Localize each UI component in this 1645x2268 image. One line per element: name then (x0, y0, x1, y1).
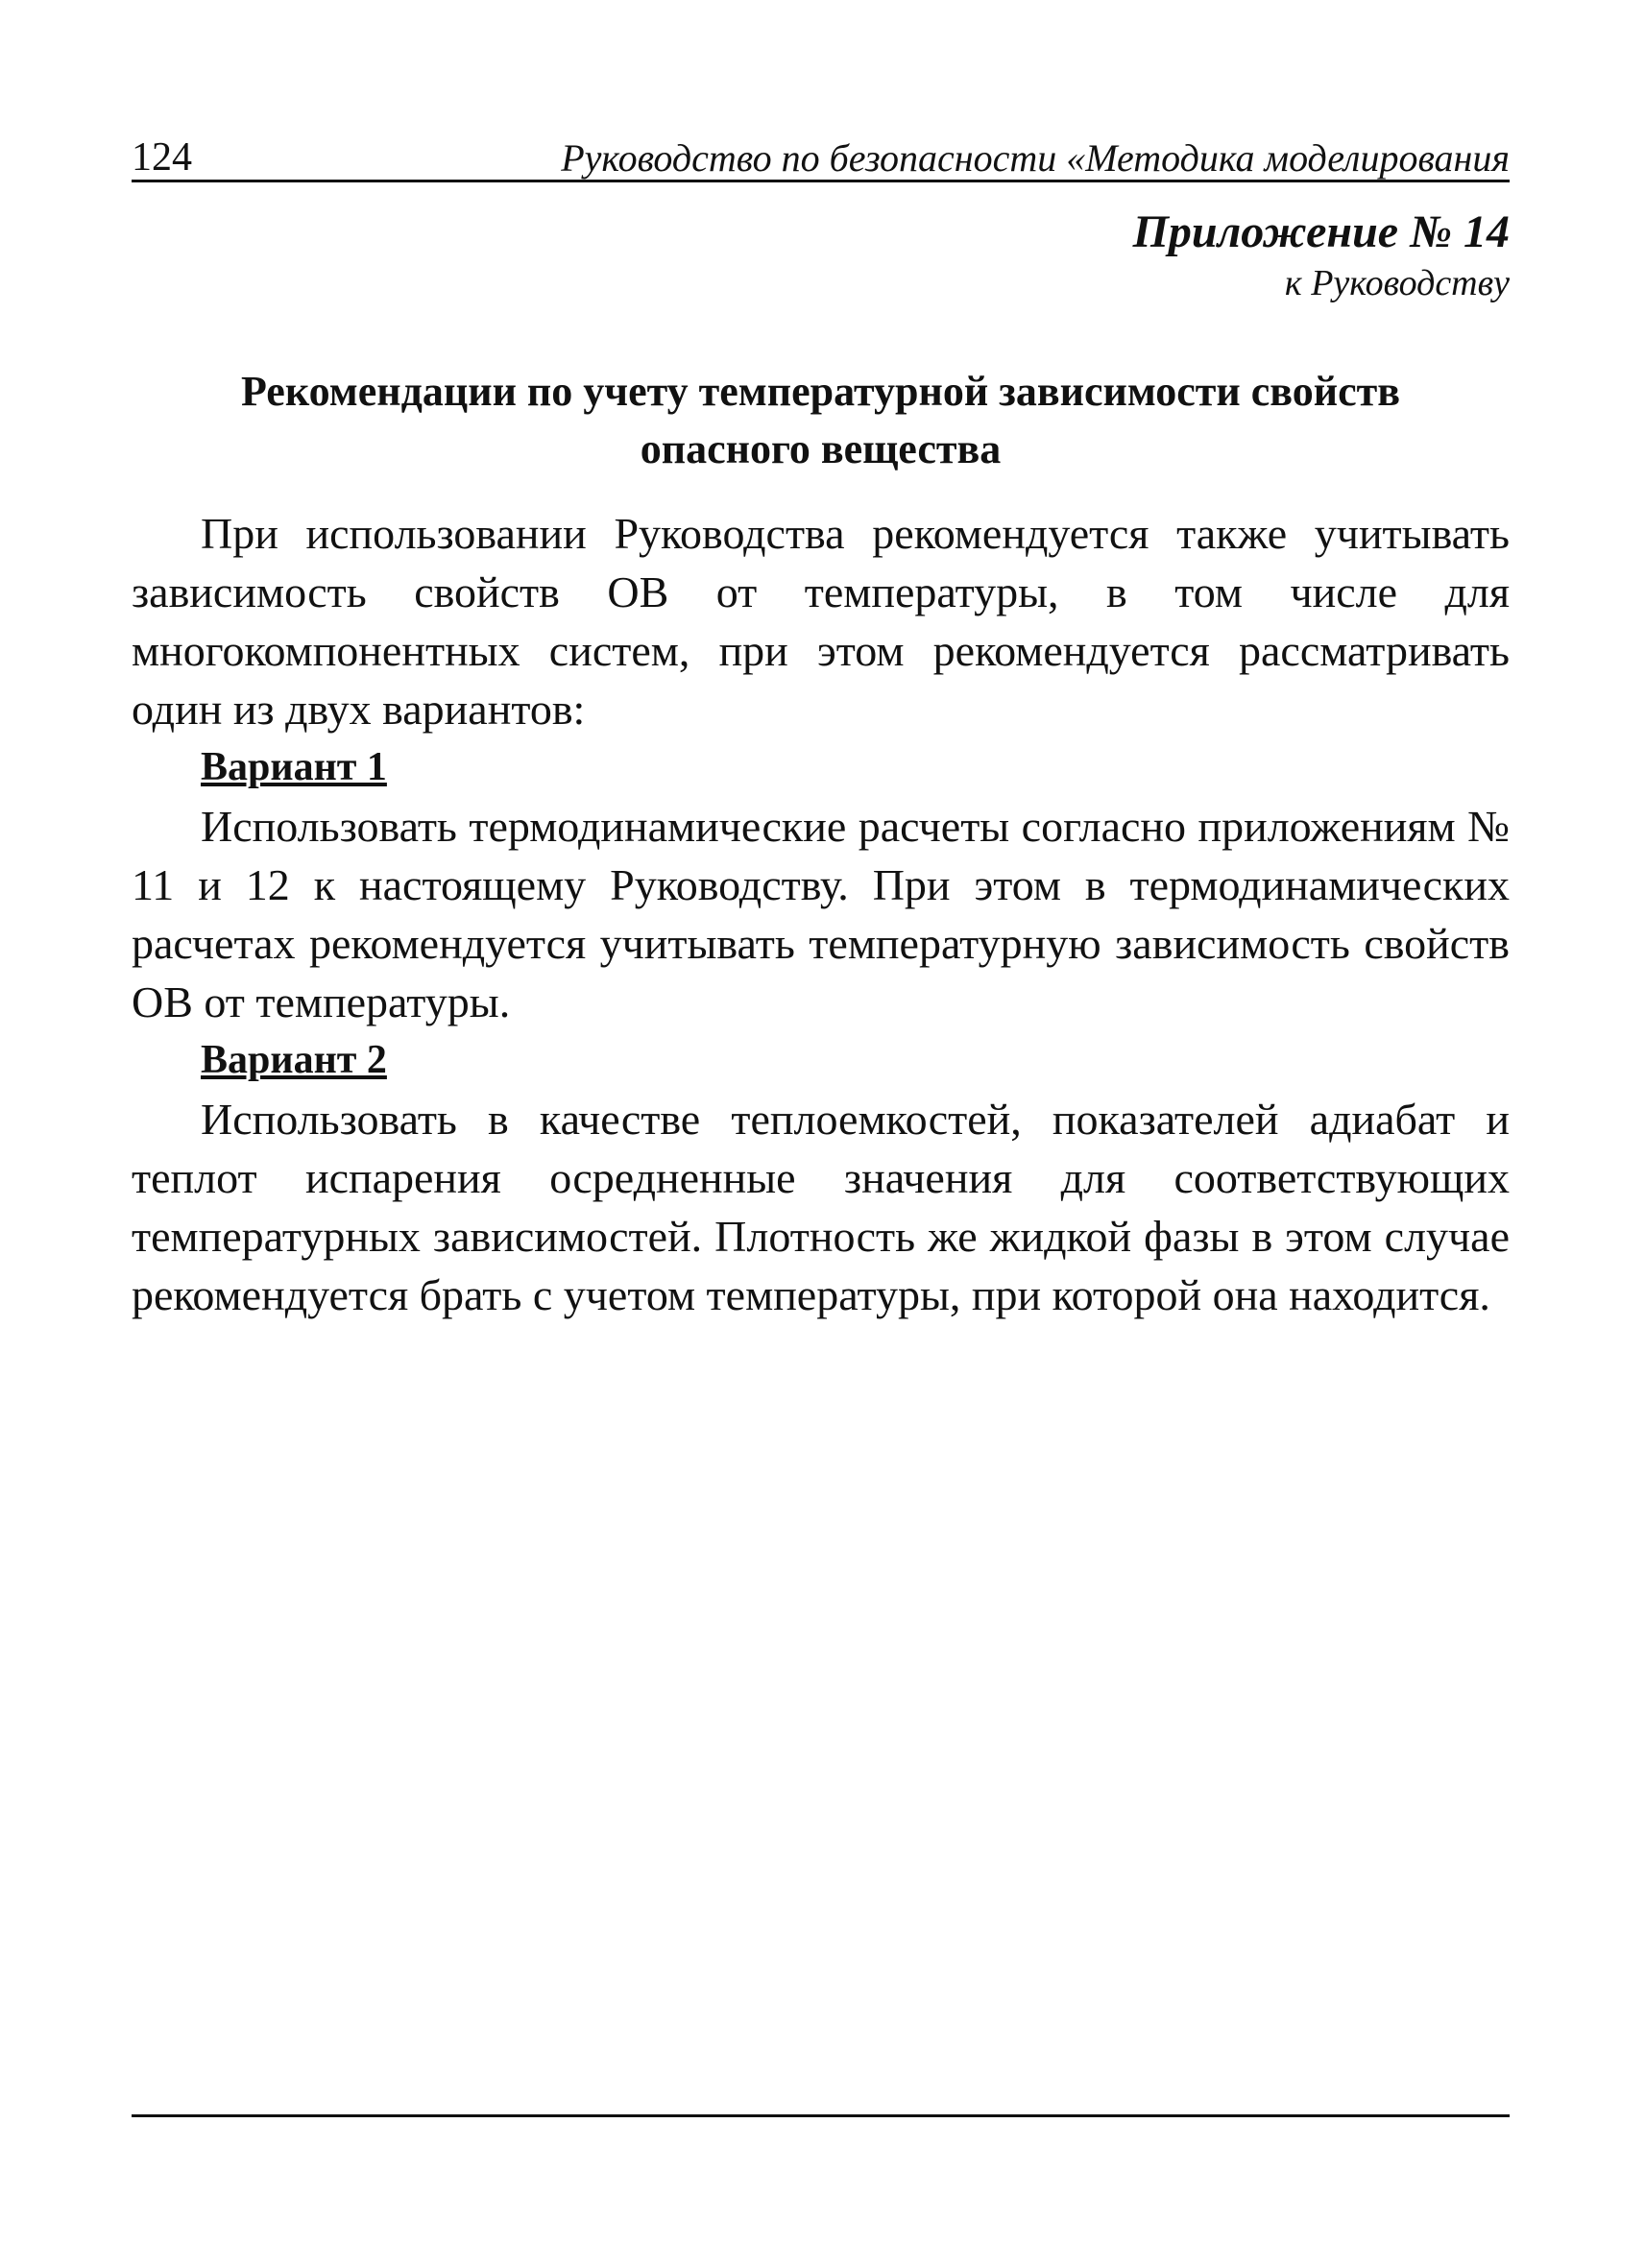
variant-1-heading: Вариант 1 (201, 745, 387, 789)
running-header (132, 123, 1510, 182)
appendix-label (1133, 205, 1510, 307)
document-title (132, 363, 1510, 478)
footer-rule (132, 2114, 1510, 2117)
variant-1-paragraph: Использовать термодинамические расчеты согласно приложениям № 11 и 12 к настоящему Руководству. При этом в термодинамических расчетах рекомендуется учитывать температурную зависимость свойств ОВ от температуры. (132, 802, 1510, 1026)
document-title-line-1: Рекомендации по учету температурной зависимости свойств (241, 368, 1400, 415)
variant-2-heading: Вариант 2 (201, 1038, 387, 1082)
body-text (132, 504, 1510, 1324)
variant-2-paragraph: Использовать в качестве теплоемкостей, показателей адиабат и теплот испарения осредненные значения для соответствующих температурных зависимостей. Плотность же жидкой фазы в этом случае рекомендуется брать с учетом температуры, при которой она находится. (132, 1095, 1510, 1319)
page-number: 124 (132, 135, 192, 180)
running-title: Руководство по безопасности «Методика моделирования (561, 136, 1510, 180)
document-title-line-2: опасного вещества (640, 425, 1002, 472)
appendix-subtitle: к Руководству (1284, 262, 1510, 303)
appendix-title: Приложение № 14 (1132, 206, 1510, 257)
intro-paragraph: При использовании Руководства рекомендуется также учитывать зависимость свойств ОВ от температуры, в том числе для многокомпонентных систем, при этом рекомендуется рассматривать один из двух вариантов: (132, 509, 1510, 734)
